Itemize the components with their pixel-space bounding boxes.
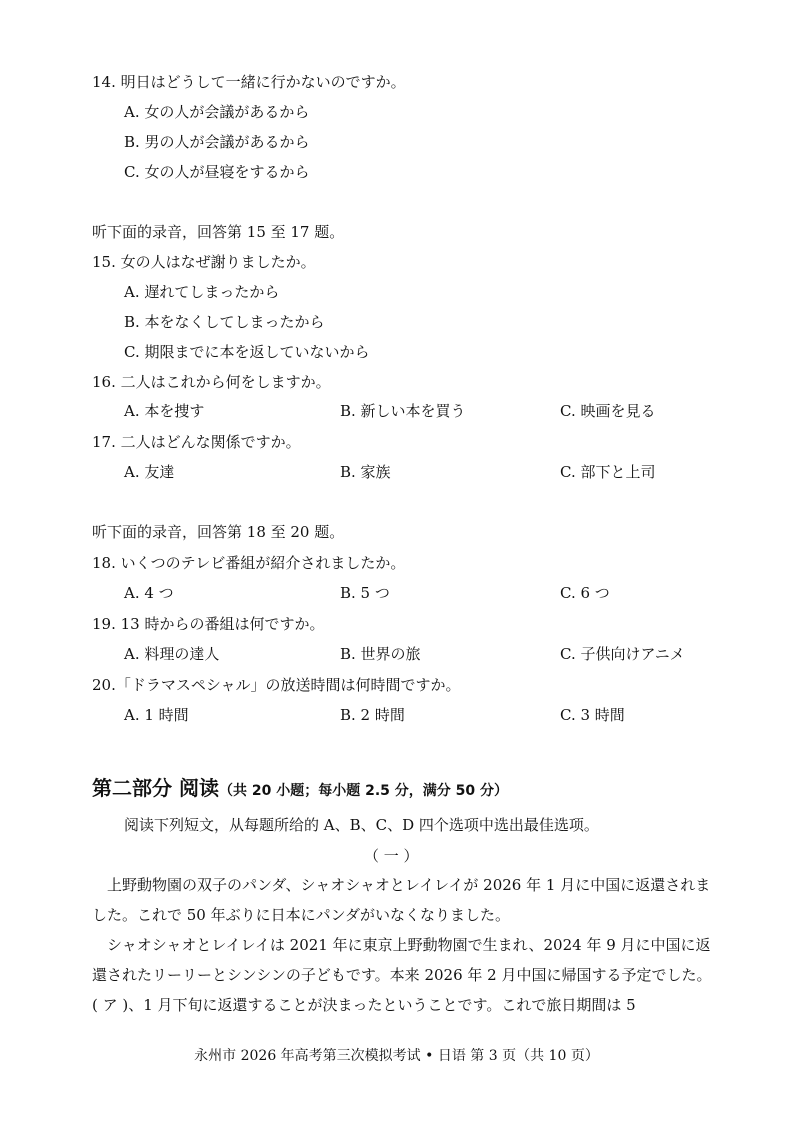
question-20-option-c: C. 3 時間 — [560, 706, 625, 724]
question-20-option-b: B. 2 時間 — [340, 706, 405, 724]
question-19-option-a: A. 料理の達人 — [124, 645, 220, 663]
question-14-option-b: B. 男の人が会議があるから — [124, 133, 310, 151]
passage-paragraph-2: シャオシャオとレイレイは 2021 年に東京上野動物園で生まれ、2024 年 9 月に中国に返還されたリーリーとシンシンの子どもです。本来 2026 年 2 月中国に帰国する予定でした。( ア )、1 月下旬に返還することが決まったということです。これで旅日期間は 5 — [92, 936, 712, 1014]
question-20-stem: 20.「ドラマスペシャル」の放送時間は何時間ですか。 — [92, 676, 461, 694]
question-15-option-b: B. 本をなくしてしまったから — [124, 313, 325, 331]
question-20-option-a: A. 1 時間 — [124, 706, 189, 724]
section-2-heading — [92, 775, 508, 804]
question-15-option-c: C. 期限までに本を返していないから — [124, 343, 370, 361]
question-16-option-b: B. 新しい本を買う — [340, 402, 466, 420]
page-footer: 永州市 2026 年高考第三次模拟考试 • 日语 第 3 页（共 10 页） — [194, 1048, 599, 1064]
question-17-option-c: C. 部下と上司 — [560, 463, 656, 481]
passage-number: （ 一 ） — [364, 847, 419, 865]
listening-instruction-15-17: 听下面的录音，回答第 15 至 17 题。 — [92, 223, 345, 241]
listening-instruction-18-20: 听下面的录音，回答第 18 至 20 题。 — [92, 523, 345, 541]
question-18-option-c: C. 6 つ — [560, 584, 610, 602]
question-14-option-c: C. 女の人が昼寝をするから — [124, 163, 310, 181]
question-17-option-b: B. 家族 — [340, 463, 391, 481]
question-19-option-c: C. 子供向けアニメ — [560, 645, 685, 663]
question-14-option-a: A. 女の人が会議があるから — [124, 103, 310, 121]
question-18-option-b: B. 5 つ — [340, 584, 390, 602]
question-19-option-b: B. 世界の旅 — [340, 645, 421, 663]
question-15-stem: 15. 女の人はなぜ謝りましたか。 — [92, 253, 316, 271]
question-16-stem: 16. 二人はこれから何をしますか。 — [92, 373, 331, 391]
passage-paragraph-1: 上野動物園の双子のパンダ、シャオシャオとレイレイが 2026 年 1 月に中国に返還されました。これで 50 年ぶりに日本にパンダがいなくなりました。 — [92, 876, 711, 924]
question-15-option-a: A. 遅れてしまったから — [124, 283, 280, 301]
question-16-option-c: C. 映画を見る — [560, 402, 656, 420]
question-18-option-a: A. 4 つ — [124, 584, 174, 602]
question-19-stem: 19. 13 時からの番組は何ですか。 — [92, 615, 325, 633]
question-18-stem: 18. いくつのテレビ番組が紹介されましたか。 — [92, 554, 406, 572]
question-14-stem: 14. 明日はどうして一緒に行かないのですか。 — [92, 73, 406, 91]
reading-instruction: 阅读下列短文，从每题所给的 A、B、C、D 四个选项中选出最佳选项。 — [124, 816, 599, 834]
question-17-stem: 17. 二人はどんな関係ですか。 — [92, 433, 301, 451]
section-2-subtitle: （共 20 小题；每小题 2.5 分，满分 50 分） — [218, 783, 508, 799]
question-17-option-a: A. 友達 — [124, 463, 175, 481]
section-2-title: 第二部分 阅读 — [92, 776, 219, 800]
question-16-option-a: A. 本を捜す — [124, 402, 205, 420]
